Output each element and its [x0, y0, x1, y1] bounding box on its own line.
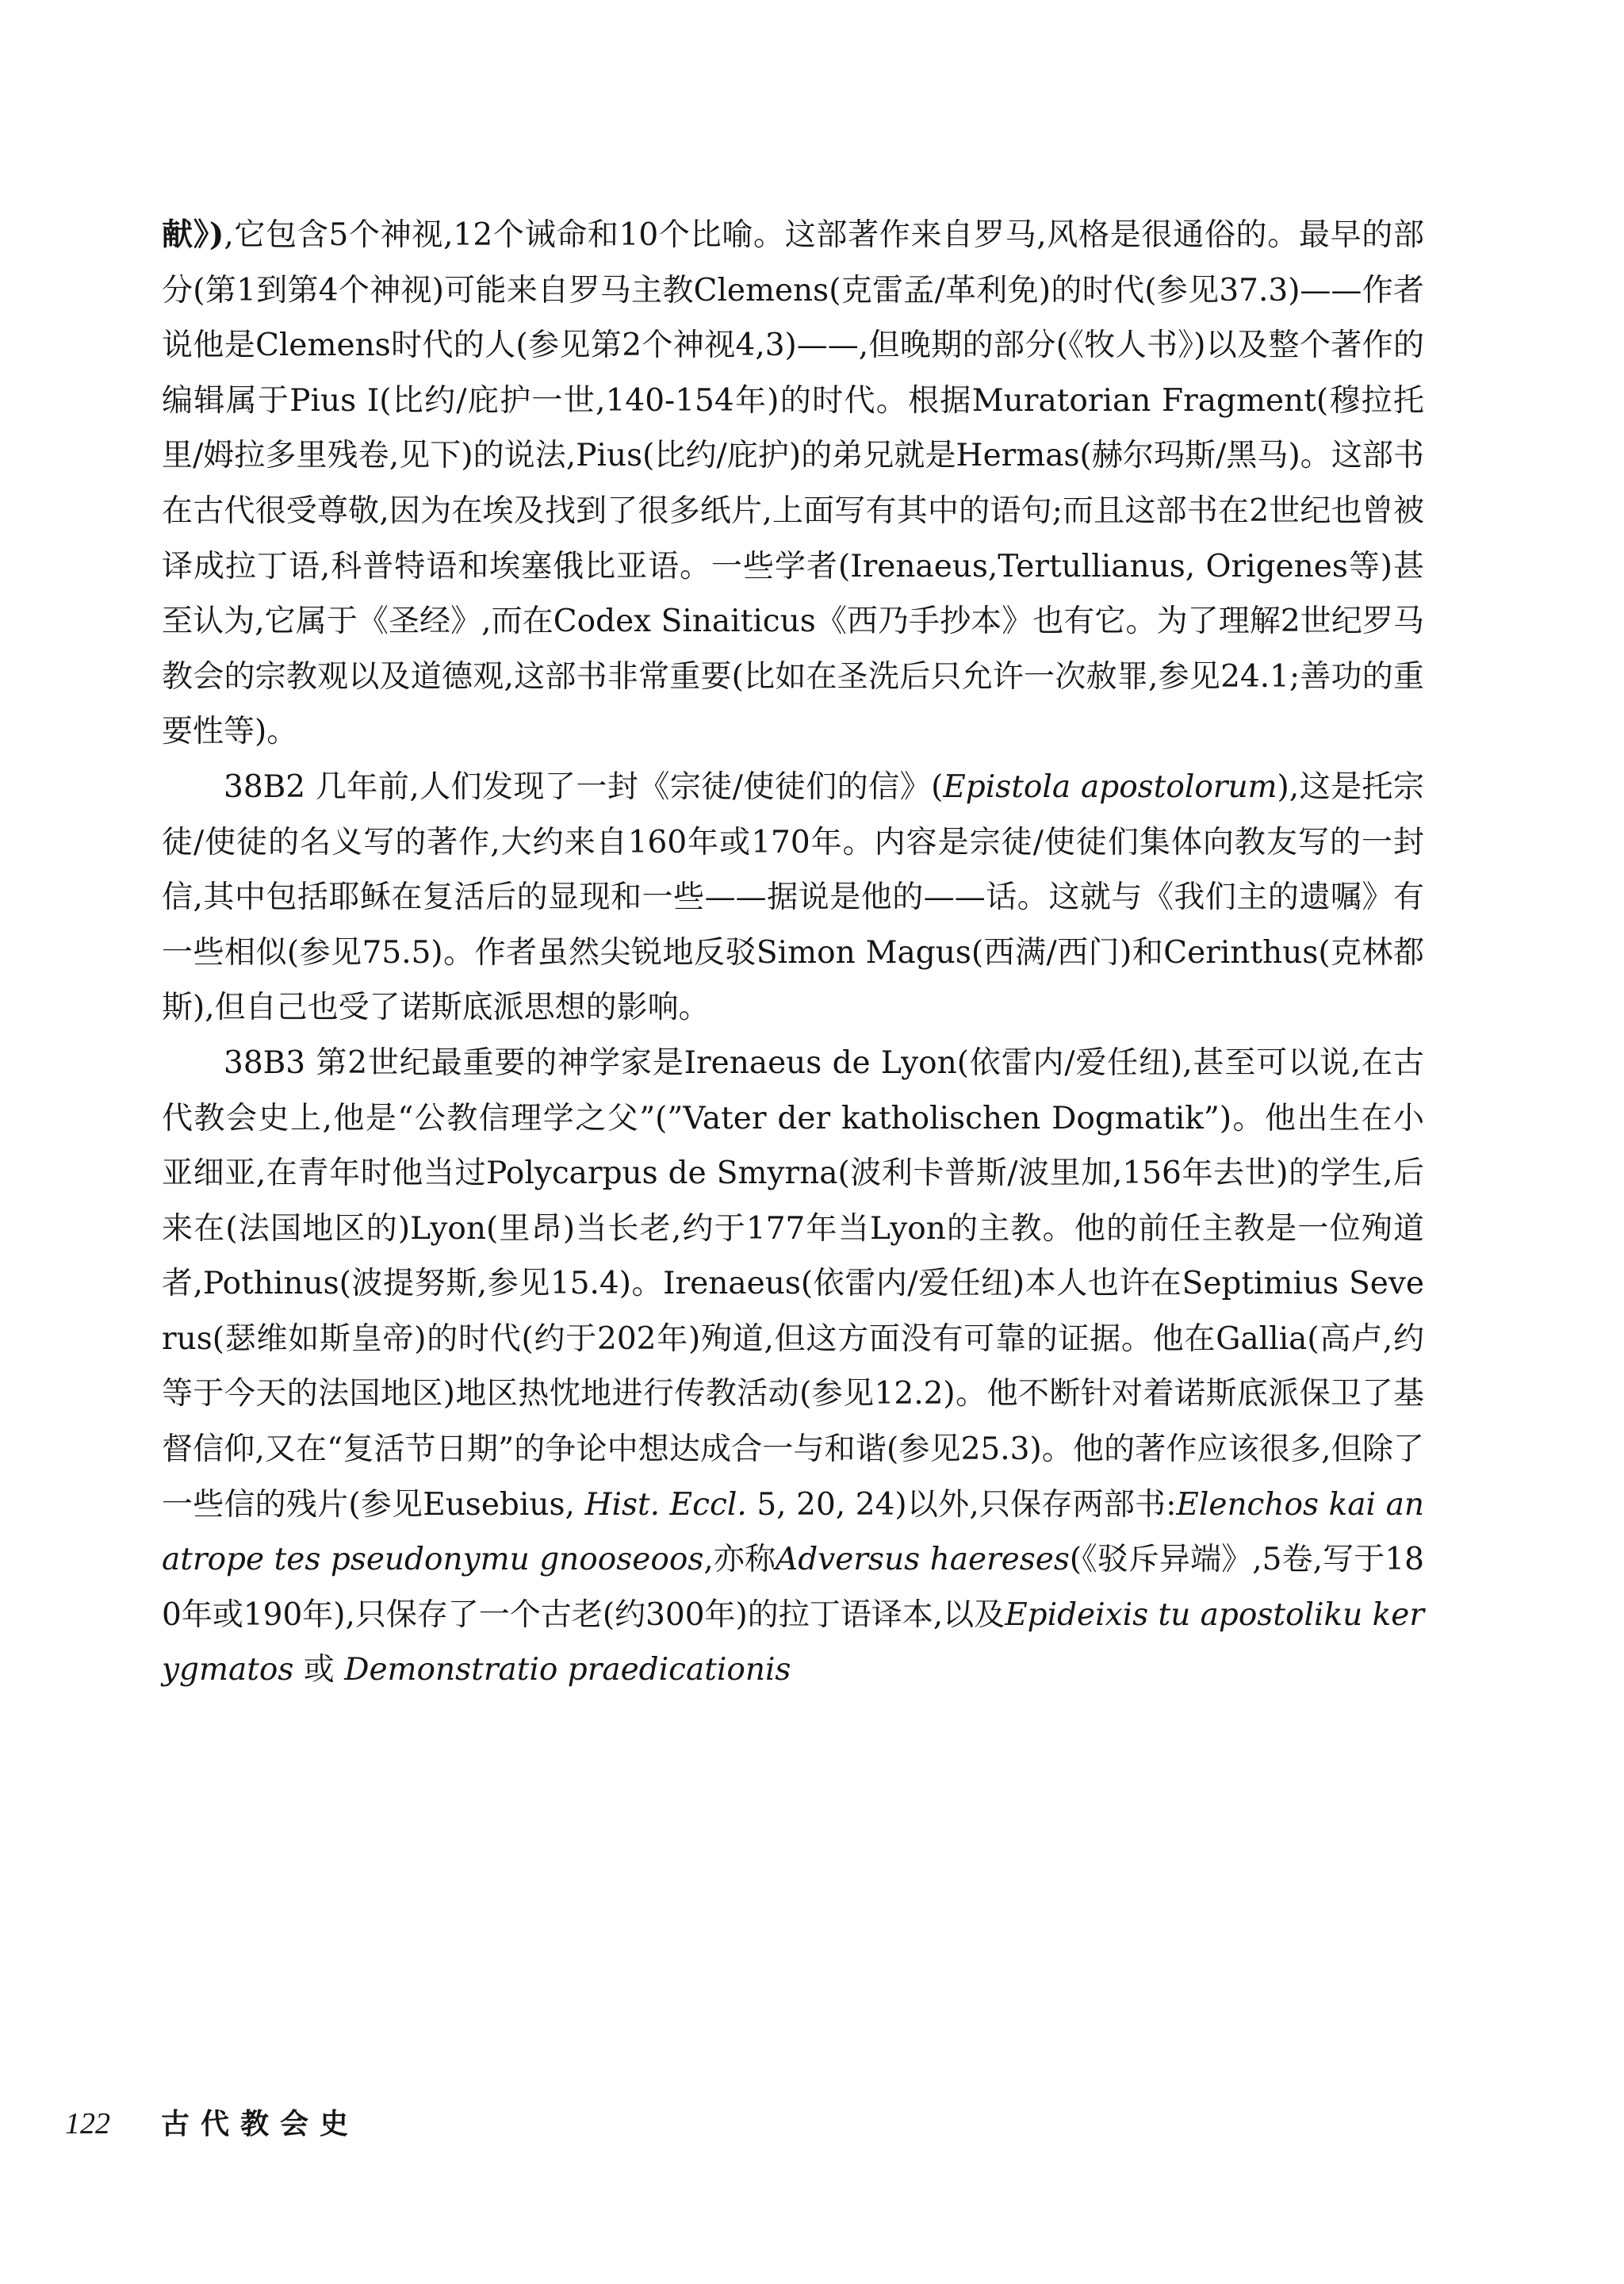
paragraph-segment: 38B3 第2世纪最重要的神学家是Irenaeus de Lyon(依雷内/爱任纽),甚至可以说,在古代教会史上,他是“公教信理学之父”(”Vater der katholischen Dogmatik”)。他出生在小亚细亚,在青年时他当过Polycarpus de Smyrna(波利卡普斯/波里加,156年去世)的学生,后来在(法国地区的)Lyon(里昂)当长老,约于177年当Lyon的主教。他的前任主教是一位殉道者,Pothinus(波提努斯,参见15.4)。Irenaeus(依雷内/爱任纽)本人也许在Septimius Severus(瑟维如斯皇帝)的时代(约于202年)殉道,但这方面没有可靠的证据。他在Gallia(高卢,约等于今天的法国地区)地区热忱地进行传教活动(参见12.2)。他不断针对着诺斯底派保卫了基督信仰,又在“复活节日期”的争论中想达成合一与和谐(参见25.3)。他的著作应该很多,但除了一些信的残片(参见Eusebius, — [162, 1044, 1424, 1523]
paragraph-segment: ,它包含5个神视,12个诫命和10个比喻。这部著作来自罗马,风格是很通俗的。最早的部分(第1到第4个神视)可能来自罗马主教Clemens(克雷孟/革利免)的时代(参见37.3)——作者说他是Clemens时代的人(参见第2个神视4,3)——,但晚期的部分(《牧人书》)以及整个著作的编辑属于Pius I(比约/庇护一世,140-154年)的时代。根据Muratorian Fragment(穆拉托里/姆拉多里残卷,见下)的说法,Pius(比约/庇护)的弟兄就是Hermas(赫尔玛斯/黑马)。这部书在古代很受尊敬,因为在埃及找到了很多纸片,上面写有其中的语句;而且这部书在2世纪也曾被译成拉丁语,科普特语和埃塞俄比亚语。一些学者(Irenaeus,Tertullianus, Origenes等)甚至认为,它属于《圣经》,而在Codex Sinaiticus《西乃手抄本》也有它。为了理解2世纪罗马教会的宗教观以及道德观,这部书非常重要(比如在圣洗后只允许一次赦罪,参见24.1;善功的重要性等)。 — [162, 217, 1424, 750]
paragraph-segment: 献》) — [162, 217, 224, 253]
paragraph-segment: ),这是托宗徒/使徒的名义写的著作,大约来自160年或170年。内容是宗徒/使徒们集体向教友写的一封信,其中包括耶稣在复活后的显现和一些——据说是他的——话。这就与《我们主的遗嘱》有一些相似(参见75.5)。作者虽然尖锐地反驳Simon Magus(西满/西门)和Cerinthus(克林都斯),但自己也受了诺斯底派思想的影响。 — [162, 768, 1424, 1026]
paragraph-38b3 — [162, 1036, 1424, 1698]
latin-title: Epistola apostolorum — [943, 768, 1277, 805]
paragraph-segment: (《驳斥异端》,5卷,写于180年或190年),只保存了一个古老(约300年)的拉丁语译本,以及 — [162, 1542, 1424, 1633]
page-footer — [65, 2102, 359, 2149]
running-title: 古代教会史 — [161, 2107, 360, 2140]
latin-title: Adversus haereses — [776, 1542, 1070, 1578]
paragraph-segment: 或 — [293, 1652, 345, 1688]
paragraph-segment: 5, 20, 24)以外,只保存两部书: — [746, 1486, 1177, 1523]
latin-title: Epideixis tu apostoliku kerygmatos — [162, 1596, 1424, 1688]
paragraph-segment: ,亦称 — [703, 1542, 776, 1578]
body-text — [162, 208, 1424, 1698]
latin-title: Elenchos kai anatrope tes pseudonymu gnooseoos — [162, 1486, 1424, 1578]
paragraph-hermas — [162, 208, 1424, 760]
paragraph-segment: 38B2 几年前,人们发现了一封《宗徒/使徒们的信》( — [224, 768, 944, 805]
page-number: 122 — [65, 2107, 110, 2140]
latin-title: Hist. Eccl. — [584, 1486, 747, 1523]
paragraph-38b2 — [162, 760, 1424, 1036]
latin-title: Demonstratio praedicationis — [344, 1652, 791, 1688]
